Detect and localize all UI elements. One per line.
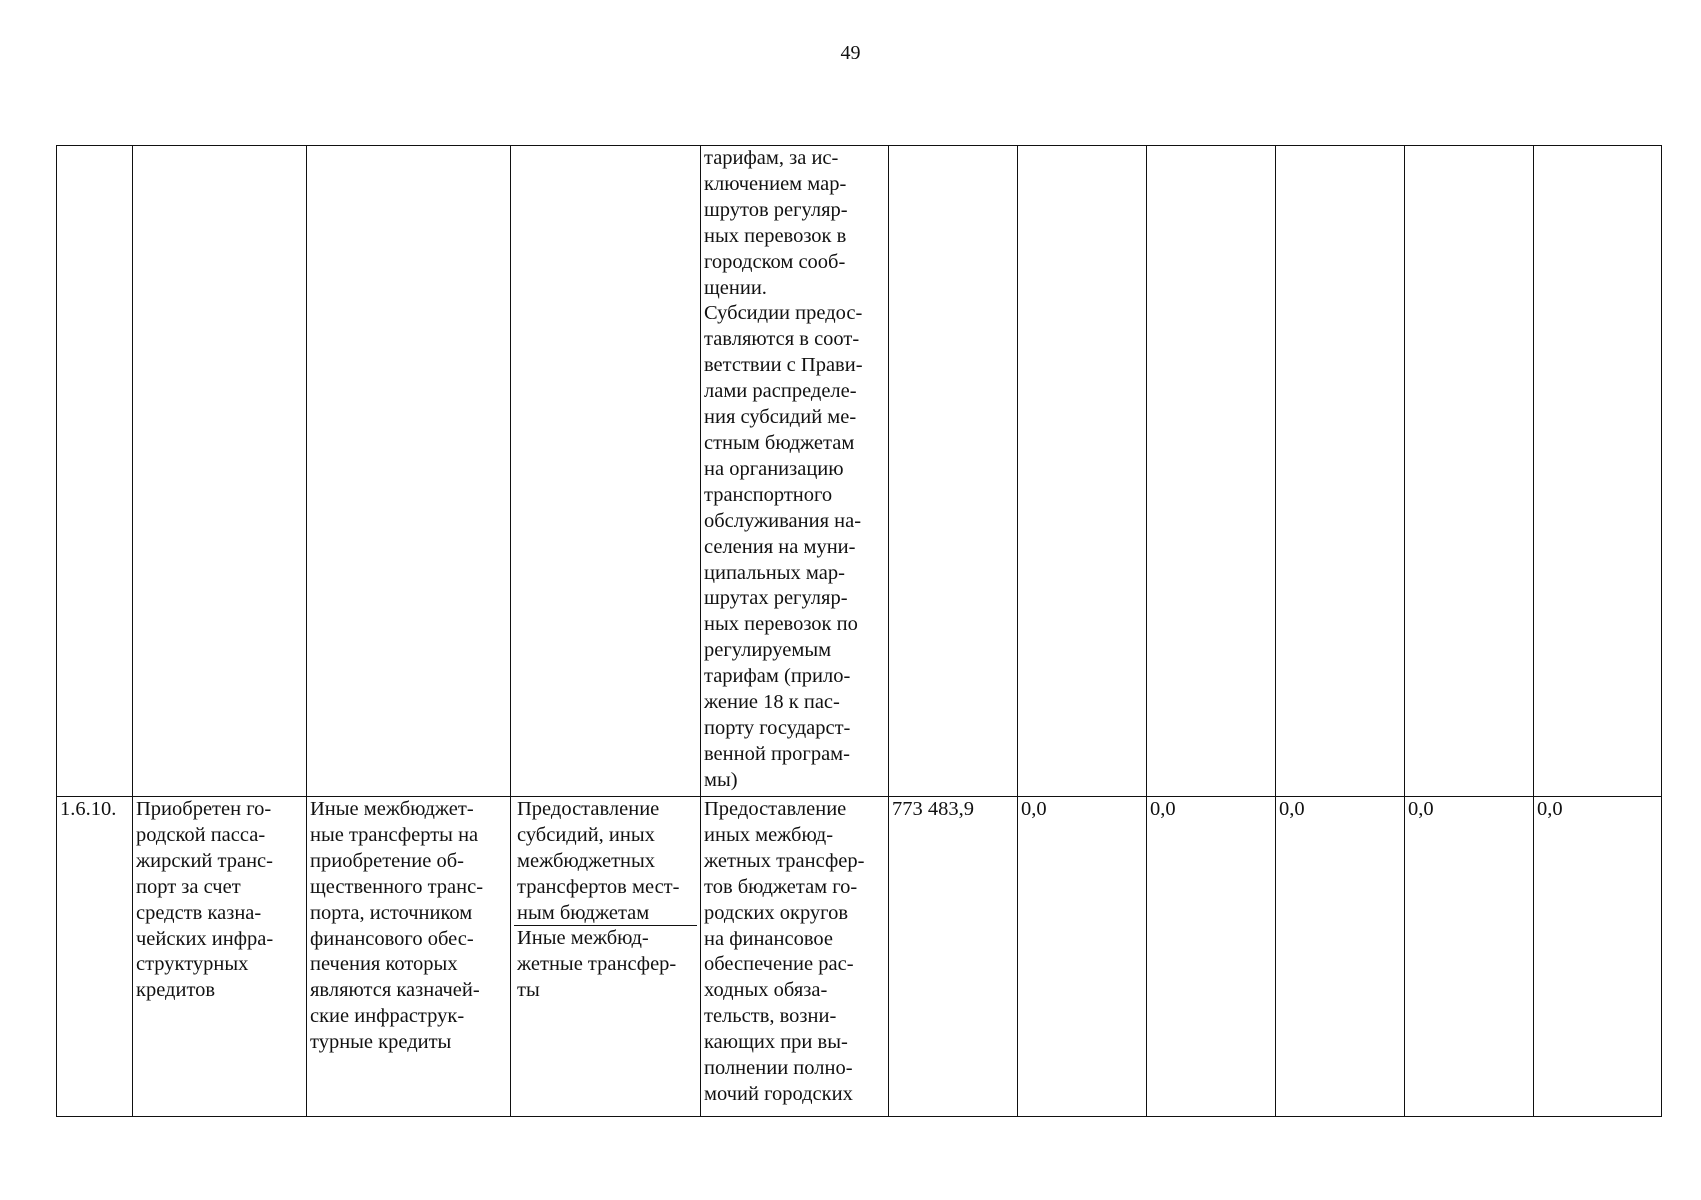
cell-amount (1534, 797, 1662, 1117)
cell-amount (1405, 797, 1534, 1117)
cell-description (701, 146, 889, 797)
cell-result (133, 797, 307, 1117)
budget-table (56, 145, 1662, 1117)
cell-amount (1534, 146, 1662, 797)
expense-type-text: Иные межбюджет- ные трансферты на приобретение об- щественного транс- порта, источником финансового обес- печения которых являются казначей- ские инфраструк- турные кредиты (310, 798, 484, 1054)
cell-amount (1018, 797, 1147, 1117)
cell-amount (1405, 146, 1534, 797)
cell-expense-type (307, 797, 511, 1117)
cell-amount (889, 146, 1018, 797)
mechanism-primary-text: Предоставление субсидий, иных межбюджетных трансфертов мест- ным бюджетам (514, 797, 697, 926)
cell-number (57, 797, 133, 1117)
cell-amount (1276, 146, 1405, 797)
cell-amount (889, 797, 1018, 1117)
cell-number (57, 146, 133, 797)
cell-result (133, 146, 307, 797)
table-row-continuation (57, 146, 1662, 797)
amount-value: 0,0 (1150, 798, 1176, 820)
result-text: Приобретен го- родской пасса- жирский транс- порт за счет средств казна- чейских инфра- структурных кредитов (136, 798, 274, 1002)
amount-value: 0,0 (1537, 798, 1563, 820)
amount-value: 0,0 (1021, 798, 1047, 820)
cell-amount (1147, 797, 1276, 1117)
amount-value: 0,0 (1408, 798, 1434, 820)
item-number: 1.6.10. (60, 798, 117, 820)
cell-expense-type (307, 146, 511, 797)
mechanism-secondary-text: Иные межбюд- жетные трансфер- ты (517, 927, 677, 1001)
cell-amount (1018, 146, 1147, 797)
description-text: Предоставление иных межбюд- жетных трансфер- тов бюджетам го- родских округов на финансовое обеспечение рас- ходных обяза- тельств, возни- кающих при вы- полнении полно- мочий городских (704, 798, 865, 1105)
cell-mechanism (511, 146, 701, 797)
cell-description (701, 797, 889, 1117)
cell-mechanism (511, 797, 701, 1117)
amount-value: 773 483,9 (892, 798, 974, 820)
page-number: 49 (840, 42, 861, 64)
amount-value: 0,0 (1279, 798, 1305, 820)
cell-amount (1147, 146, 1276, 797)
cell-amount (1276, 797, 1405, 1117)
table-row-item (57, 797, 1662, 1117)
description-text: тарифам, за ис- ключением мар- шрутов регуляр- ных перевозок в городском сооб- щении. Субсидии предос- тавляются в соот- ветствии с Прави- лами распределе- ния субсидий ме- стным бюджетам на организацию транспортного обслуживания на- селения на муни- ципальных мар- шрутах регуляр- ных перевозок по регулируемым тарифам (прило- жение 18 к пас- порту государст- венной програм- мы) (704, 147, 863, 791)
